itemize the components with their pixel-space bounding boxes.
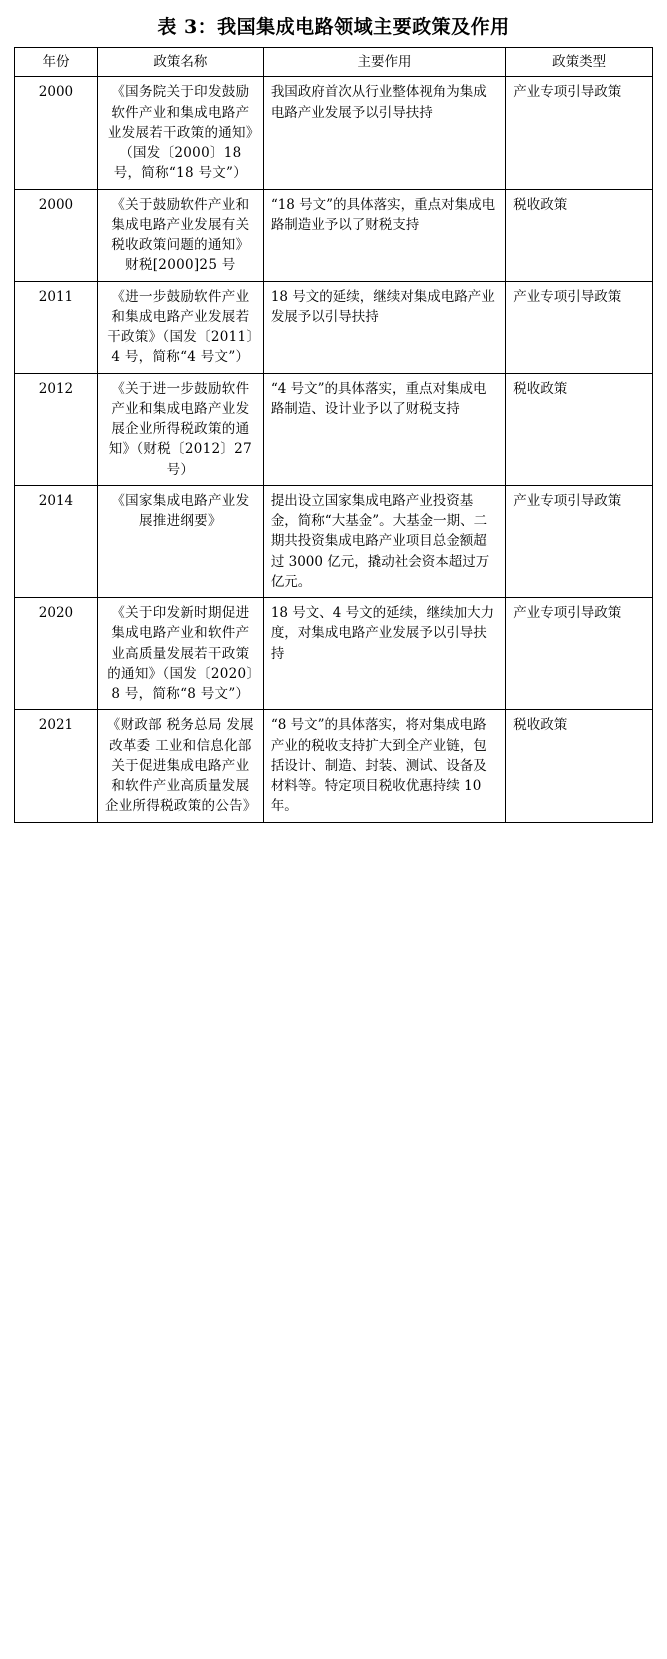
cell-year: 2014 (15, 485, 98, 597)
cell-year: 2000 (15, 77, 98, 189)
column-header-policy-name: 政策名称 (97, 48, 263, 77)
cell-year: 2012 (15, 373, 98, 485)
cell-policy-type: 产业专项引导政策 (506, 77, 653, 189)
table-header-row (15, 48, 653, 77)
cell-policy-type: 产业专项引导政策 (506, 485, 653, 597)
cell-policy-name: 《国家集成电路产业发展推进纲要》 (97, 485, 263, 597)
cell-year: 2021 (15, 710, 98, 822)
cell-main-effect: “18 号文”的具体落实，重点对集成电路制造业予以了财税支持 (263, 189, 505, 281)
column-header-policy-type: 政策类型 (506, 48, 653, 77)
cell-policy-type: 税收政策 (506, 189, 653, 281)
cell-policy-name: 《关于进一步鼓励软件产业和集成电路产业发展企业所得税政策的通知》（财税〔2012〕27 号） (97, 373, 263, 485)
cell-policy-name: 《关于鼓励软件产业和集成电路产业发展有关税收政策问题的通知》财税[2000]25 号 (97, 189, 263, 281)
cell-main-effect: 18 号文的延续，继续对集成电路产业发展予以引导扶持 (263, 281, 505, 373)
policy-table (14, 47, 653, 823)
cell-year: 2011 (15, 281, 98, 373)
cell-policy-type: 产业专项引导政策 (506, 598, 653, 710)
cell-policy-name: 《关于印发新时期促进集成电路产业和软件产业高质量发展若干政策的通知》（国发〔2020〕8 号，简称“8 号文”） (97, 598, 263, 710)
table-row (15, 281, 653, 373)
page-title: 表 3：我国集成电路领域主要政策及作用 (157, 16, 510, 38)
cell-policy-type: 税收政策 (506, 373, 653, 485)
table-row (15, 77, 653, 189)
cell-year: 2020 (15, 598, 98, 710)
cell-policy-type: 税收政策 (506, 710, 653, 822)
column-header-year: 年份 (15, 48, 98, 77)
table-header (15, 48, 653, 77)
cell-main-effect: 提出设立国家集成电路产业投资基金，简称“大基金”。大基金一期、二期共投资集成电路产业项目总金额超过 3000 亿元，撬动社会资本超过万亿元。 (263, 485, 505, 597)
table-body (15, 77, 653, 822)
cell-main-effect: “4 号文”的具体落实，重点对集成电路制造、设计业予以了财税支持 (263, 373, 505, 485)
cell-year: 2000 (15, 189, 98, 281)
table-row (15, 710, 653, 822)
cell-policy-name: 《财政部 税务总局 发展改革委 工业和信息化部关于促进集成电路产业和软件产业高质量发展企业所得税政策的公告》 (97, 710, 263, 822)
cell-main-effect: “8 号文”的具体落实，将对集成电路产业的税收支持扩大到全产业链，包括设计、制造、封装、测试、设备及材料等。特定项目税收优惠持续 10 年。 (263, 710, 505, 822)
table-row (15, 598, 653, 710)
cell-main-effect: 我国政府首次从行业整体视角为集成电路产业发展予以引导扶持 (263, 77, 505, 189)
cell-policy-type: 产业专项引导政策 (506, 281, 653, 373)
cell-main-effect: 18 号文、4 号文的延续，继续加大力度，对集成电路产业发展予以引导扶持 (263, 598, 505, 710)
column-header-main-effect: 主要作用 (263, 48, 505, 77)
table-row (15, 485, 653, 597)
table-row (15, 373, 653, 485)
cell-policy-name: 《进一步鼓励软件产业和集成电路产业发展若干政策》（国发〔2011〕4 号，简称“4 号文”） (97, 281, 263, 373)
table-row (15, 189, 653, 281)
cell-policy-name: 《国务院关于印发鼓励软件产业和集成电路产业发展若干政策的通知》（国发〔2000〕18 号，简称“18 号文”） (97, 77, 263, 189)
